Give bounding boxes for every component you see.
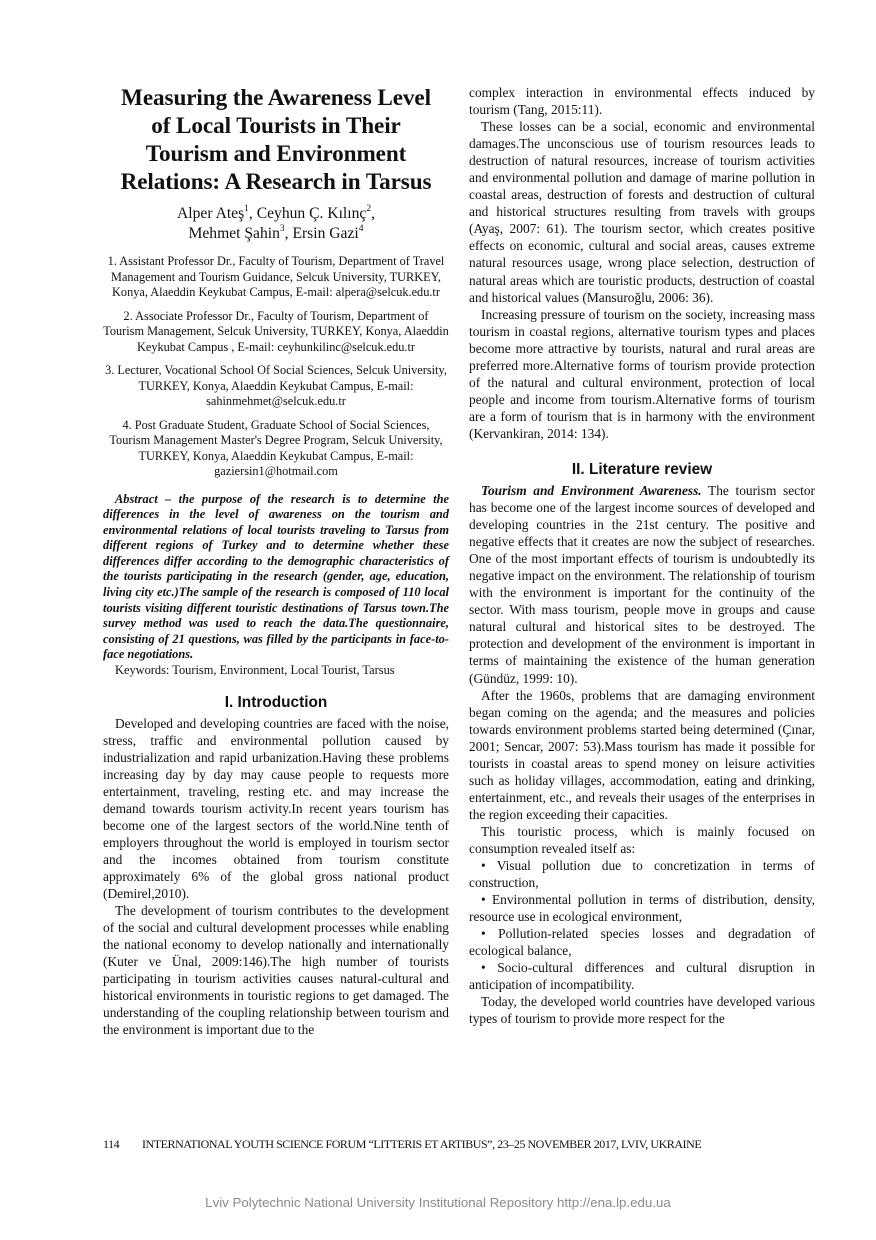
subsection-lead-in: Tourism and Environment Awareness. <box>481 482 702 498</box>
author-affil-mark: 3 <box>279 224 285 234</box>
paragraph-text: The tourism sector has become one of the largest income sources of developed and developing countries in the 21st century. The positive and negative effects that it creates are now the subject of researches. One of the most important effects of tourism is undoubtedly its negative impact on the environment. The relationship of tourism with the environment is important for the continuity of the sector. With mass tourism, people move in groups and cause natural cultural and historical sites to be destroyed. The protection and development of the environment is important in terms of maintaining the existence of the human generation (Gündüz, 1999: 10). <box>469 482 815 686</box>
affiliation-1: 1. Assistant Professor Dr., Faculty of Tourism, Department of Travel Management and Tourism Guidance, Selcuk University, TURKEY, Konya, Alaeddin Keykubat Campus, E-mail: alpera@selcuk.edu.tr <box>107 254 445 299</box>
title-line: Tourism and Environment <box>145 141 407 167</box>
page-number: 114 <box>103 1137 120 1151</box>
affiliation-4: 4. Post Graduate Student, Graduate School of Social Sciences, Tourism Management Master's Degree Program, Selcuk University, TURKEY, Konya, Alaeddin Keykubat Campus, E-mail: gaziersin1@hotmail.com <box>109 417 443 478</box>
left-column <box>103 84 449 1039</box>
body-paragraph: The development of tourism contributes to the development of the social and cultural development processes while enabling the national economy to develop nationally and internationally (Kuter ve Ünal, 2009:146).The high number of tourists participating in tourism activities causes natural-cultural and historical environments in touristic regions to get damaged. The understanding of the coupling relationship between tourism and the environment is important due to the <box>103 903 449 1038</box>
right-column <box>469 84 815 1027</box>
abstract: Abstract – the purpose of the research is to determine the differences in the level of awareness on the tourism and environmental relations of local tourists traveling to Tarsus from different regions of Turkey and to determine whether these differences differ according to the demographic characteristics of the tourists participating in the research (gender, age, education, living city etc.)The sample of the research is composed of 110 local tourists visiting different touristic destinations of Tarsus town.The survey method was used to reach the data.The questionnaire, consisting of 21 questions, was filled by the participants in face-to-face negotiations. <box>103 491 449 662</box>
body-paragraph: This touristic process, which is mainly focused on consumption revealed itself as: <box>469 823 815 856</box>
affiliation-2: 2. Associate Professor Dr., Faculty of Tourism, Department of Tourism Management, Selcuk University, TURKEY, Konya, Alaeddin Keykubat Campus , E-mail: ceyhunkilinc@selcuk.edu.tr <box>103 308 449 354</box>
conference-name: INTERNATIONAL YOUTH SCIENCE FORUM “LITTERIS ET ARTIBUS”, 23–25 NOVEMBER 2017, LVIV, UKRAINE <box>142 1137 702 1151</box>
keywords: Keywords: Tourism, Environment, Local Tourist, Tarsus <box>115 663 395 678</box>
title-line: Relations: A Research in Tarsus <box>120 169 432 195</box>
author-affil-mark: 1 <box>244 204 249 214</box>
body-paragraph-continued: complex interaction in environmental effects induced by tourism (Tang, 2015:11). <box>469 85 815 118</box>
author-affil-mark: 2 <box>366 204 372 214</box>
title-line: Measuring the Awareness Level <box>121 85 431 111</box>
author-name: Mehmet Şahin <box>188 225 280 242</box>
page-footer <box>103 1137 701 1152</box>
author-list: Alper Ateş$^1$, Ceyhun Ç. Kılınç$^2$, Mehmet Şahin$^3$, Ersin Gazi$^4$ <box>177 204 375 242</box>
title-line: of Local Tourists in Their <box>151 113 401 139</box>
body-paragraph: Developed and developing countries are faced with the noise, stress, traffic and environmental pollution caused by industrialization and rapid urbanization.Having these problems increasing day by day may cause people to requests more entertainment, traveling, resting etc. and may increase the demand towards tourism activity.In recent years tourism has become one of the largest sectors of the world.Nine tenth of employers throughout the world is employed in tourism sector and the incomes obtained from tourism constitute approximately 6% of the global gross national product (Demirel,2010). <box>103 715 449 902</box>
bullet-item: • Visual pollution due to concretization in terms of construction, <box>469 858 815 891</box>
author-name: Ersin Gazi <box>292 225 359 242</box>
author-name: Alper Ateş <box>177 205 245 222</box>
paper-title <box>103 84 449 196</box>
body-paragraph: Today, the developed world countries have developed various types of tourism to provide more respect for the <box>469 994 815 1027</box>
affiliation-3: 3. Lecturer, Vocational School Of Social Sciences, Selcuk University, TURKEY, Konya, Alaeddin Keykubat Campus, E-mail: sahinmehmet@selcuk.edu.tr <box>105 363 447 408</box>
section-heading-literature-review: II. Literature review <box>571 460 713 478</box>
author-name: Ceyhun Ç. Kılınç <box>256 205 367 222</box>
bullet-item: • Pollution-related species losses and degradation of ecological balance, <box>469 926 815 959</box>
section-heading-introduction: I. Introduction <box>224 693 328 711</box>
bullet-item: • Socio-cultural differences and cultural disruption in anticipation of incompatibility. <box>469 960 815 993</box>
bullet-item: • Environmental pollution in terms of distribution, density, resource use in ecological environment, <box>469 892 815 925</box>
body-paragraph <box>469 482 815 687</box>
body-paragraph: After the 1960s, problems that are damaging environment began coming on the agenda; and the measures and policies towards environment problems started being determined (Çınar, 2001; Sencar, 2007: 53).Mass tourism has made it possible for tourists in coastal areas to spend money on leisure activities such as holiday villages, accommodation, eating and drinking, entertainment, etc., and reveals their usages of the enterprises in the region exceeding their capacities. <box>469 687 815 822</box>
repository-watermark: Lviv Polytechnic National University Institutional Repository http://ena.lp.edu.ua <box>205 1195 671 1210</box>
author-affil-mark: 4 <box>358 224 364 234</box>
body-paragraph: Increasing pressure of tourism on the society, increasing mass tourism in coastal regions, alternative tourism types and places become more attractive by tourists, natural and rural areas are preferred more.Alternative forms of tourism provide protection of the natural and cultural environment, protection of local people and income from tourism.Alternative forms of tourism are a form of tourism that is in harmony with the environment (Kervankiran, 2014: 134). <box>469 306 815 441</box>
body-paragraph: These losses can be a social, economic and environmental damages.The unconscious use of tourism resources leads to destruction of natural resources, increase of tourism activities and environmental pollution and damage of marine pollution in coastal areas, destruction of forests and destruction of cultural and historical structures resulting from travels with groups (Ayaş, 2007: 61). The tourism sector, which creates positive effects on economic, cultural and social areas, causes extreme natural resources usage, wrong place selection, destruction of natural areas which are touristic products, destruction of coastal and historical values (Mansuroğlu, 2006: 36). <box>469 119 815 305</box>
